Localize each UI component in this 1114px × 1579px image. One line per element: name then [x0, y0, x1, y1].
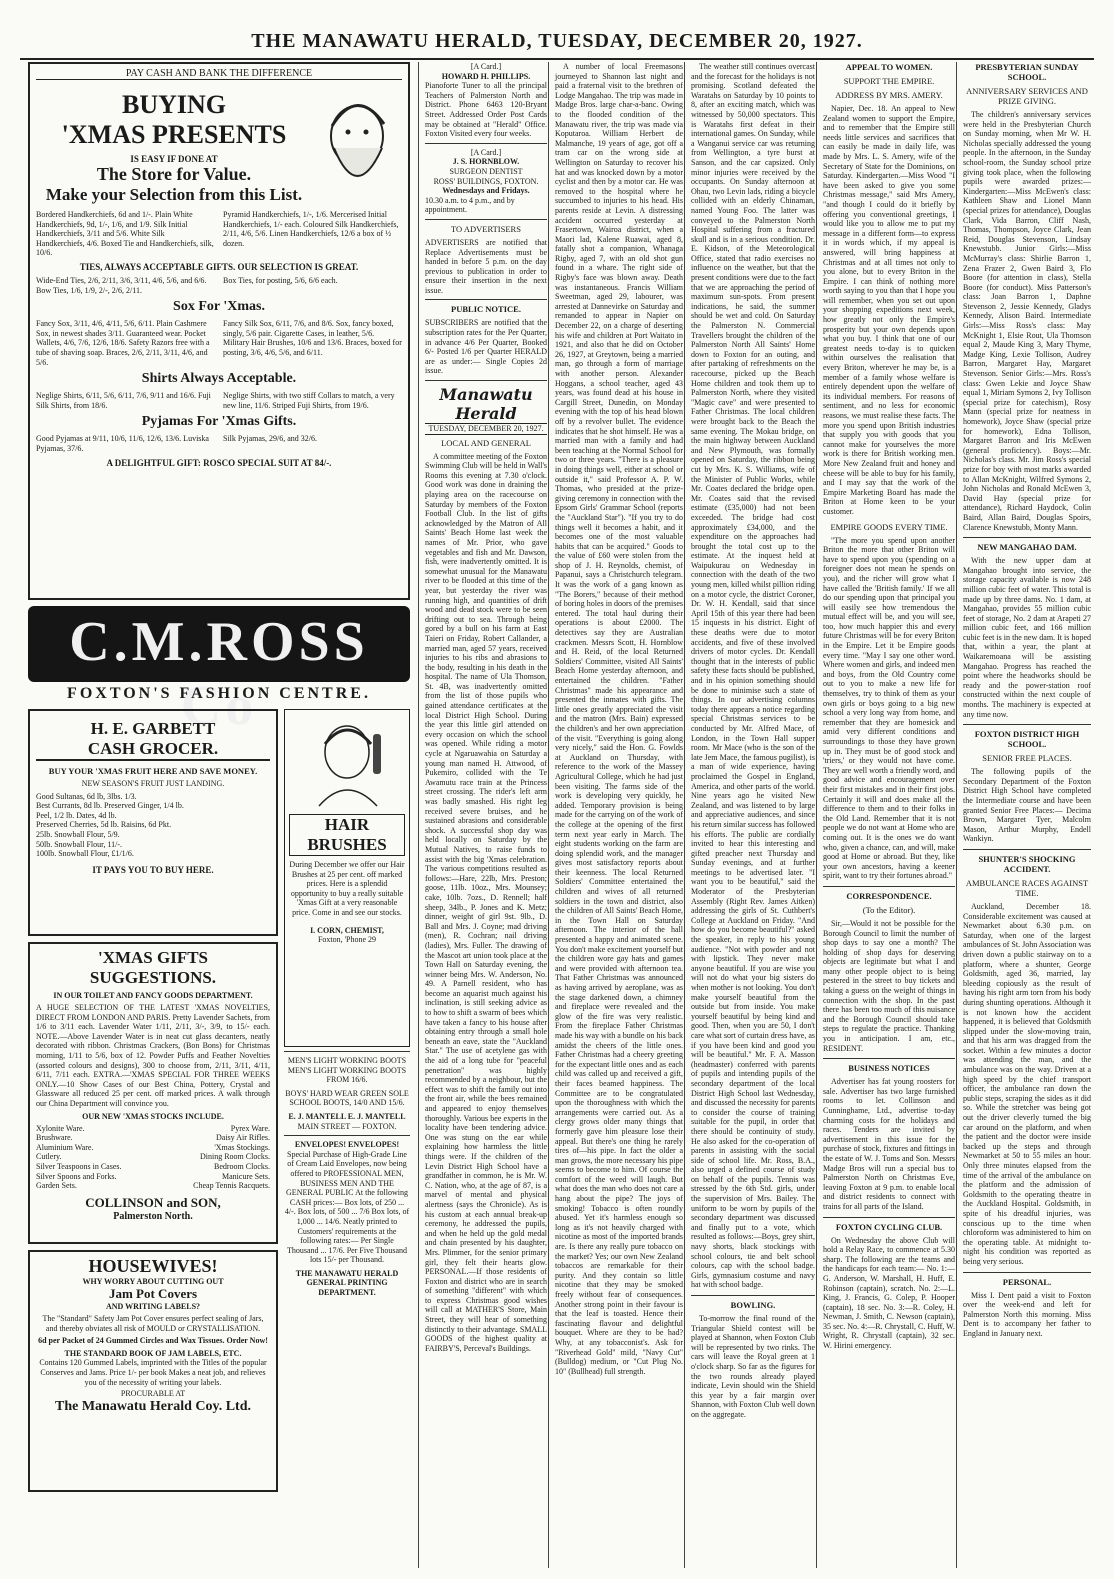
garbett-title: H. E. GARBETT — [90, 719, 216, 738]
school-subheading: SENIOR FREE PLACES. — [982, 753, 1072, 764]
xmas-stocks-heading: OUR NEW 'XMAS STOCKS INCLUDE. — [82, 1111, 224, 1121]
garbett-line-1: BUY YOUR 'XMAS FRUIT HERE AND SAVE MONEY. — [48, 766, 258, 776]
garbett-footer: IT PAYS YOU TO BUY HERE. — [92, 864, 214, 875]
garbett-price-item: Preserved Cherries, 5d lb. Raisins, 6d Pkt. — [36, 820, 172, 830]
card-2-sub: SURGEON DENTIST — [449, 166, 523, 176]
garbett-price-list — [36, 792, 270, 859]
correspondence-sub: (To the Editor). — [862, 904, 916, 915]
public-notice-text: SUBSCRIBERS are notified that the subscription rates for the Per Quarter, in advance 4/6 Per Quarter, Booked 6/- Posted 1/6 per Quarter HERALD are as under:— Single Copies 2d issue. — [425, 318, 547, 376]
column-3-text: A number of local Freemasons journeyed to Shannon last night and paid a fraternal visit to the brethren of Lodge Mangahao. The trip was made in Madge Bros. large char-a-banc. Owing to the flooded condition of the Manawatu river, the trip was made via Koputaroa. William Herbert de Malmanche, 19 years of age, got off a tram car on the wrong side at Wellington on Saturday to recover his hat and was knocked down by a motor cyclist and then by a motor car. He was removed to the hospital where he succumbed to injuries to his head. His parents reside at Levin. A distressing accident occurred yesterday at Frasertown, Wairoa district, when a Maori lad, Kalene Ruawai, aged 8, fatally shot a companion, Whanaga Rigby, aged 7, with an old shot gun found in a whare. The right side of Rigby's face was blown away. Death was instantaneous. Francis William Sweetman, aged 29, labourer, was arrested at Dannevirke on Saturday and remanded to appear in Napier on December 22, on a charge of deserting his wife and children at Port Waitato in 1921, and also that he did on October 26, 1927, at Greytown, being a married man, go through a form of marriage with another person. Alexander Hoggans, a school teacher, aged 43 years, was found dead at his house in Cargill Street, Dunedin, on Monday evening with the top of his head blown off by a revolver bullet. The evidence indicates that he shot himself. He was a married man with a family and had been teaching at the Normal School for two or three years. "There is a pleasure in doing things well, either at school or outside it," said Professor A. P. W. Thomas, who presided at the prize-giving ceremony in connection with the Epsom Girls' Grammar School (reports the "Auckland Star"). "If you try to do things well it becomes a habit, and it becomes one of the most valuable habits that can be acquired." Goods to the value of £60 were stolen from the shop of J. H. Reynolds, chemist, of Papanui, says a Christchurch telegram. It was the work of a gang known as "The Borers," because of their method of boring holes in doors of the premises entered. The total haul during their operations is about £2000. The detectives say they are Australian crackmen. Messrs Scott, H. Hornblow and H. Reid, of the local Returned Soldiers' Committee, visited All Saints' Beach Home yesterday afternoon, and entertained the children. "Father Christmas" made his appearance and presented the inmates with gifts. The little ones greatly appreciated the visit and the matron (Mrs. Bain) expressed the children's and her own appreciation of the visit. "Everything is going along very nicely," said the Hon. G. Fowlds at Auckland on Thursday, with reference to the work of the Massey Agricultural College, which he had just been visiting. The farms side of the work is developing very quickly, he added. Temporary provision is being made for the carrying on of the work of the college at the opening of the first term next year early in March. The eight students working on the farm are doing splendid work, and the manager gives most satisfactory reports about their keenness. The local Returned Soldiers' Committee entertained the children and wives of all returned soldiers in the town and district, also the children of All Saints' Beach Home, in the Town Hall on Saturday afternoon. The interior of the hall presented a happy and animated scene. You don't make excitement yourself but the children wore gay hats and games and were provided with afternoon tea. That Father Christmas was announced as having arrived by aeroplane, was as the stage darkened down, a chimney and fireplace were revealed and the glow of the fire was very realistic. From the fireplace Father Christmas made his way with a bundle on his back amidst the cheers of the little ones. Father Christmas had a cheery greeting for the expectant little ones and as each child was called up and received a gift, their faces beamed happiness. The Committee are to be congratulated upon the thoroughness with which the arrangements were carried out. As a clergy grows older many things that formerly gave him pleasure lose their appeal. But there's one thing he rarely tires of—his pipe. In fact the older a man grows, the more necessary his pipe seems to become to him. Of course the comfort of the weed will laugh. But what does the man who does not care a hang about the pipe? The joys of smoking! Tobacco is often roundly abused. Yet it's harmless enough so long as it's not heavily charged with nicotine as most of the imported brands are. Is there any really pure tobacco on the market? Yes; our own New Zealand tobaccos are remarkable for their purity. And they contain so little nicotine that they may be smoked freely without fear of consequences. Another strong point in their favour is that the leaf is toasted. Hence their fascinating flavour and delightful bouquet. Where are they to be had? Why, at any tobacconist's. Ask for "Riverhead Gold" mild, "Navy Cut" (Bulldog) medium, or "Cut Plug No. 10" (Bullhead) full strength. — [555, 62, 683, 1376]
advertisers-heading: TO ADVERTISERS — [451, 223, 521, 234]
masthead: THE MANAWATU HERALD, TUESDAY, DECEMBER 20, 1927. — [251, 30, 863, 52]
garbett-subtitle: CASH GROCER. — [36, 739, 270, 761]
column-6 — [956, 62, 1091, 1568]
envelopes-text: Special Purchase of High-Grade Line of Cream Laid Envelopes, now being offered to PROFESSIONAL MEN, BUSINESS MEN AND THE GENERAL PUBLIC At the following CASH prices:— Box lots, of 250 ... 4/-. Box lots, of 500 ... 7/6 Box lots, of 1,000 ... 14/6. Neatly printed to Customers' requirements at the following rates:— Per Single Thousand ... 17/6. Per Five Thousand lots 15/- per Thousand. — [284, 1149, 410, 1265]
school-text: The following pupils of the Secondary Department of the Foxton District High School have completed the Intermediate course and have been granted Senior Free Places:— Decima Brown, Margaret Tyer, Malcolm Mason, Arthur Murphy, Endell Wankiyn. — [963, 767, 1091, 844]
local-general-text: A committee meeting of the Foxton Swimming Club will be held in Wall's Rooms this evening at 7.30 o'clock. Good work was done in draining the playing area on the racecourse on Saturday by members of the Foxton Football Club. In the list of gifts acknowledged by the Matron of All Saints' Beach Home last week the names of Mr. Prior, who gave vegetables and fish and Mr. Dawson, fish, were inadvertently omitted. It is somewhat unusual for the Manawatu river to be flooded at this time of the year, but yesterday the river was running high, and quantities of drift wood and dead stock were to be seen drifting out to sea. Through being gored by a bull on his farm at East Taieri on Friday, Robert Callander, a married man, aged 57 years, received injuries to his ribs and abrasions to the body, resulting in his death in the hospital. The name of Ula Thomson, St. 4B, was inadvertently omitted from the list of those pupils who gained attendance certificates at the local District High School. During the year this little girl attended on every occasion on which the school was opened. While riding a motor cycle at Ngaruawahia on Saturday a young man named H. Attwood, of Pukemiro, collided with the Te Awamutu race train at the Princess street crossing. The rider's left arm was badly smashed. His right leg received severe bruises, and he sustained abrasions and considerable shock. A successful shop day was held locally on Saturday by the Mutual Natives, to raise funds to assist with the big 'Xmas celebration. The various competitions resulted as follows:—Hare, 22lb, Mrs. Preston; goose, 11lb. 10oz., Mrs. Mounsey; cake, 10lb. 7ozs., D. Rennell; half sheep, 34lb., P. Jones and K. Metz; dinner, weight of girl 9st. 9lb., D. Ball and Mrs. J. Coyne; mad driving (men), R. Cochran; nail driving (ladies), Mrs. Fuller. The drawing of the Mascot art union took place at the Town Hall on Saturday evening, the winner being Mrs. W. Anderson, No. 49. A Parnell resident, who has become an aquarist much against his inclination, is still seeking advice as to how to shift a swarm of bees which have taken a fancy to his house after obtaining entry through a small hole beneath an eave, state the "Auckland Star." The use of acetylene gas with the aid of a long tube for "peaceful penetration" was highly recommended by a neighbour, but the effect was to shift the family out into the front air, while the bees remained and appeared to enjoy themselves thoroughly. Various bee experts in the locality have been tendering advice. One was stung on the ear while explaining how harmless the little things were. If the children of the Levin District High School have a grandfather in common, he is Mr. W. C. Nation, who, at the age of 87, is a marvel of mental and physical alertness (says the Chronicle). As is his custom at each annual break-up ceremony, he addressed the pupils, and when he held up the gold medal and chain presented by his daughter, Mrs. Plimmer, for the senior primary girl, they felt their hearts glow. PERSONAL.—If those residents of Foxton and district who are in search of something "different" with which to express Christmas good wishes will call at MATHER'S Store, Main Street, they will hear of something distinctly to their advantage. SMALL GOODS of the highest quality at FAIRBY'S, Perceval's Buildings. — [425, 451, 547, 1353]
xmas-stock-item: Garden Sets. — [36, 1181, 77, 1191]
sox-list-left: Fancy Sox, 3/11, 4/6, 4/11, 5/6, 6/11. Plain Cashmere Sox, in newest shades 3/11. Guaranteed wear. Pocket Wallets, 4/6, 7/6, 12/6, 18/6. Safety Razors free with a tube of shaving soap. Braces, 2/6, 2/11, 3/11, 4/6, and 5/6. — [36, 319, 210, 367]
appeal-heading: APPEAL TO WOMEN. — [845, 62, 933, 72]
ross-logo: C.M.ROSS Co — [28, 606, 410, 682]
hair-brushes-ad — [284, 709, 410, 1047]
column-5 — [816, 62, 955, 1568]
presbyterian-text: The children's anniversary services were held in the Presbyterian Church on Sunday morning, when Mr W. H. Nicholas specially addressed the young people. In the afternoon, in the Sunday school-room, the Sunday school prize giving took place, when the following pupils were awarded prizes:— Kindergarten:—Miss McEwen's class: Kathleen Shaw and Lionel Mann (special prizes for attendance), Douglas Clark, Vida Barron, Cliff Nash, Thomas, Thompson, Joyce Clark, Jean Reid, Douglas Stevenson, Lindsay Knewstubb. Junior Girls:—Miss McMurray's class: Shirlie Barron 1, Zena Frazer 2, Gwen Baird 3, Flo Boore (for attention in class), Stella Boore (for conduct). Miss Patterson's class: Joan Barron 1, Daphne Stevenson 2, Jessie Kennedy, Gladys Kennedy, Alison Baird. Intermediate Girls:—Miss Ross's class: May McKnight 1, Elsie Rout, Ula Thomson equal 2, Maude King 3, Mary Thyme, Madge King, Lexie Tollison, Audrey Barron, Margaret Hay, Margaret Stevenson. Senior Girls:—Mrs. Ross's class: Gwen Lekie and Joyce Shaw equal 1, Miriam Symons 2, Ivy Tollison (special prize for catechism), Rosy Mann (special prize for neatness in homework), Joyce Shaw (special prize for homework), Edna Tollison, Margaret Barron and Iris McEwen (general proficiency). Boys:—Mr. Nicholas's class. Mr. Jim Ross's special prize for boy with most marks awarded to Allan McKnight, Wilfred Symons 2, John Nicholas and Ronald McEwen 3, David Hay (special prize for attendance), Richard Haydock, Colin Baird, Allan Baird, Douglas Spoirs, Clarence Knewstubb, Monty Mann. — [963, 110, 1091, 532]
appeal-subheading-2: ADDRESS BY MRS. AMERY. — [835, 90, 943, 100]
xmas-stock-list-left — [36, 1124, 122, 1191]
garbett-price-item: 50lb. Snowball Flour, 11/-. — [36, 839, 123, 849]
hair-text: During December we offer our Hair Brushes at 25 per cent. off marked prices. Here is a splendid opportunity to buy a really suitable 'Xmas Gift at a very reasonable price. Come in and see our stocks. — [289, 860, 405, 917]
hair-footer: Foxton, 'Phone 29 — [317, 935, 377, 945]
ad-title-1: BUYING — [121, 90, 226, 119]
empire-heading: EMPIRE GOODS EVERY TIME. — [830, 521, 948, 532]
gift-line: A DELIGHTFUL GIFT: ROSCO SPECIAL SUIT AT 84/-. — [106, 457, 332, 468]
ad-sub-3: Make your Selection from this List. — [45, 185, 303, 204]
ross-subtitle: FOXTON'S FASHION CENTRE. — [67, 685, 371, 702]
ad-sub-1: IS EASY IF DONE AT — [130, 154, 218, 164]
housewives-price: 6d per Packet of 24 Gummed Circles and Wax Tissues. Order Now! — [38, 1336, 268, 1346]
mantell-address: MAIN STREET — FOXTON. — [297, 1121, 397, 1131]
handkerchiefs-list-right: Pyramid Handkerchiefs, 1/-, 1/6. Mercerised Initial Handkerchiefs, 1/- each. Coloured Silk Handkerchiefs, 2/11, 4/6, 5/6. Linen Handkerchiefs, 12/6 a box of ½ dozen. — [223, 210, 399, 248]
correspondence-heading: CORRESPONDENCE. — [846, 890, 932, 901]
xmas-dept-heading: IN OUR TOILET AND FANCY GOODS DEPARTMENT. — [53, 991, 253, 1000]
xmas-stock-item: Brushware. — [36, 1133, 73, 1143]
sox-heading: Sox For 'Xmas. — [173, 299, 265, 315]
bowling-text: To-morrow the final round of the Triangular Shield contest will be played at Shannon, when Foxton Club will be represented by two rinks. The cars will leave the Royal green at 1 o'clock sharp. So far as the figures for the two rounds already played indicate, Levin should win the Shield this year by a fair margin over Shannon, with Foxton Club well down on the aggregate. — [691, 1314, 815, 1419]
column-1-ads — [28, 62, 410, 1568]
cycling-text: On Wednesday the above Club will hold a Relay Race, to commence at 5.30 sharp. The following are the teams and the handicaps for each team:— No. 1:—G. Anderson, W. Marshall, H. Huff, E. Robinson (captain), scratch. No. 2:—L. King, J. Francis, G. Colep, P. Hooper (captain), 18 sec. No. 3:—R. Coley, H. Newman, J. Smith, C. Newson (captain), 35 sec. No. 4:—R. Chrystall, C. Huff, W. Wright, R. Chrystall (captain), 32 sec. W. Hirini emergency. — [823, 1235, 955, 1351]
garbett-price-item: 25lb. Snowball Flour, 5/9. — [36, 829, 120, 839]
masthead-rule — [20, 58, 1094, 60]
column-4 — [684, 62, 815, 1568]
xmas-stock-item: Silver Teaspoons in Cases. — [36, 1161, 122, 1171]
shunter-subheading: AMBULANCE RACES AGAINST TIME. — [965, 877, 1089, 898]
housewives-labels-text: Contains 120 Gummed Labels, imprinted with the Titles of the popular Conserves and Jams. Price 1/- per book Makes a neat job, and relieves you of the necessity of writing your labels. — [39, 1358, 267, 1387]
column-4-text: The weather still continues overcast and the forecast for the holidays is not promising. Scotland defeated the Waratahs on Saturday by 10 points to 8, after an exciting match, which was witnessed by 50,000 spectators. This is Waratahs first defeat in their international games. On Sunday, while a Wanganui service car was returning from Wellington, a tyre burst at Sanson, and the car capsized. Only minor injuries were received by the occupants. On Sunday afternoon at Ohau, two Levin lads, riding a bicycle collided with an elderly Chinaman, named Young Foo. The latter was conveyed to the Palmerston North Hospital suffering from a fractured skull and is in a serious condition. Dr. E. Kidson, of the Meteorological Office, stated that radio exercises no influence on the weather, but that the present conditions were due to the fact that we are approaching the period of maximum sun-spots. From present indications, he said, the summer should be wet and cold. On Saturday the Palmerston N. Commercial Travellers brought the children of the Palmerston North All Saints' Home down to Foxton for an outing, and after partaking of refreshments on the racecourse, picked up the Beach Home children and took them up to Palmerston North, where they visited "Magic cave" and were presented to Father Christmas. The local children were brought back to the Beach the same evening. The Mokau bridge, on the main highway between Auckland and New Plymouth, was formally opened on Saturday, the ribbon being cut by Mrs. K. S. Williams, wife of the Minister of Public Works, while Mr. Coates declared the bridge open. Mr. Coates said that the revised estimate (£35,000) had not been exceeded. The bridge had cost approximately £34,000, and the expenditure on the approaches had brought the total cost up to the estimate. At the inquest held at Waipukurau on Wednesday in connection with the death of the two young men, killed whilst pillion riding on a motor cycle, the district Coroner, Dr. W. H. Kendall, said that since April 15th of this year there had been 15 inquests in his district. Eight of these deaths were due to motor accidents, and five of these involved drivers of motor cycles. Dr. Kendall thought that in the interests of public safety these facts should be published, and in his opinion something should be done to minimise such a state of things. In our advertising columns today there appears a notice regarding special Christmas services to be conducted by Mr. Alfred Mace, of London, in the Town Hall supper room. Mr Mace (who is the son of the late Jem Mace, the famous pugilist), is a man of wide experience, having proclaimed the Gospel in England, America, and other parts of the world. Nine years ago he visited New Zealand, and was listened to by large and appreciative audiences, and since his return similar success has followed his efforts. The public are cordially invited to hear this interesting and gifted preacher next Thursday and Sunday evenings, and at further meetings to be advertised later. "I want you to be beautiful," said the Moderator of the Presbyterian Assembly (Right Rev. James Aitken) addressing the girls of St. Cuthbert's College at Auckland on Friday. "And how do you become beautiful?" asked the speaker, in reply to his young audience. "Not with powder and not with lipstick. They never make anyone beautiful. If you are wise you will not do what your big sisters do when mother is not looking. You don't make yourself beautiful from the outside but from inside. You make yourself beautiful by being kind and good. Then, when you are 50, I don't care what sort of curtain dress have, as if you have been kind and good you will be beautiful." Mr. F. A. Masson (headmaster) conferred with parents of pupils and intending pupils of the secondary department of the local District High School last Wednesday, and discussed the necessity for parents to consider the course of training suitable for the pupil, in order that there should be continuity of study. He also asked for the co-operation of parents in assisting with the social side of school life. Mr. Ross, B.A., also urged a defined course of study on behalf of the pupils. Tennis was stressed by the 6th Std. girls, under the supervision of Mrs. Bailey. The uniform to be worn by pupils of the secondary department was discussed and finally put to a vote, which resulted as follows:—Boys, grey shirt, navy shorts, black stockings with school colours, tie and belt school colours, cap with the school badge. Girls, gymnasium costume and navy hat with school badge. — [691, 62, 815, 1290]
public-notice-heading: PUBLIC NOTICE. — [451, 304, 521, 315]
school-heading: FOXTON DISTRICT HIGH SCHOOL. — [974, 729, 1080, 750]
handkerchiefs-list-left: Bordered Handkerchiefs, 6d and 1/-. Plain White Handkerchiefs, 9d, 1/-, 1/6, and 1/9. Silk Initial Handkerchiefs, 3/11 and 5/6. White Silk Handkerchiefs, 4/6. Boxed Tie and Handkerchiefs, silk, 10/6. — [36, 210, 214, 258]
ties-list-left: Wide-End Ties, 2/6, 2/11, 3/6, 3/11, 4/6, 5/6, and 6/6. Bow Ties, 1/6, 1/9, 2/-, 2/6, 2/11. — [36, 275, 207, 295]
ad-title-2: 'XMAS PRESENTS — [61, 120, 287, 149]
local-general-heading: LOCAL AND GENERAL — [441, 437, 531, 448]
card-2-label: [A Card.] — [470, 147, 502, 157]
xmas-stock-item: 'Xmas Stockings. — [214, 1142, 270, 1152]
collinson-name: COLLINSON and SON, — [85, 1194, 221, 1210]
personal-heading: PERSONAL. — [1002, 1276, 1052, 1287]
rosco-ad — [28, 62, 410, 600]
hair-firm: I. CORN, CHEMIST, — [310, 925, 384, 935]
bowling-heading: BOWLING. — [730, 1300, 776, 1310]
card-2-address: ROSS' BUILDINGS, FOXTON. — [433, 176, 539, 186]
xmas-stock-item: Cutlery. — [36, 1152, 62, 1162]
garbett-line-2: NEW SEASON'S FRUIT JUST LANDING. — [81, 779, 225, 788]
appeal-text: Napier, Dec. 18. An appeal to New Zealand women to support the Empire, and to remember that the Empire still needs little services and sacrifices that can easily be made in daily life, was made by Mrs. L. S. Amery, wife of the Secretary of State for the Dominions, on Saturday. Kindergarten.—Miss Wood "I have been asked to give you some Christmas message," said Mrs Amery, "and though I could do it briefly by offering you conventional greetings, I would like you to allow me to put my message in a different form—to express it in words which, if my appeal is answered, will bring happiness at Christmas and at all times not only to you alone, but to every Briton in the Empire. I can think of nothing more worth saying to you than that I hope you will remember, when you set out upon your shopping expeditions next week, how greatly not only the Empire's prosperity but your own depends upon what you buy. I think that one of our greatest needs to-day is to quicken within ourselves the realisation that every Briton, wherever he may be, is a member of a family whose welfare is entirely dependent upon the welfare of its individual members. For reasons of sentiment, and no less for economic reasons, we must realise these facts. The more you spend upon British industries that supply you with goods that you cannot make for yourselves the more work is there for British working men. More New Zealand fruit and honey and cheese will be able to buy for his family, and I may say that the work of the Empire Marketing Board has made the Briton at Home keen to be your customer. — [823, 104, 955, 516]
card-2-name: J. S. HORNBLOW. — [452, 157, 520, 167]
shirts-list-left: Neglige Shirts, 6/11, 5/6, 6/11, 7/6, 9/11 and 16/6. Fuji Silk Shirts, from 18/6. — [36, 391, 211, 410]
card-2-text: 10.30 a.m. to 4 p.m., and by appointment. — [425, 195, 515, 215]
xmas-stock-item: Cheap Tennis Racquets. — [193, 1181, 270, 1191]
presbyterian-heading: PRESBYTERIAN SUNDAY SCHOOL. — [975, 62, 1079, 82]
presbyterian-subheading: ANNIVERSARY SERVICES AND PRIZE GIVING. — [966, 86, 1088, 106]
business-notices-text: Advertiser has fat young roosters for sale. Advertiser has two large furnished rooms to let. Collinson and Cunninghame, Ltd., advertise to-day charming costs for the holidays and races. Tenders are invited by advertisement in this issue for the purchase of stock, fixtures and fittings in the estate of W. J. Toms and Son. Messrs Madge Bros will run a special bus to Palmerston North on Christmas Eve, leaving Foxton at 9 p.m. to enable local and district residents to connect with trains for all parts of the Island. — [823, 1077, 955, 1211]
business-notices-heading: BUSINESS NOTICES — [848, 1063, 930, 1074]
xmas-stock-item: Pyrex Ware. — [230, 1123, 270, 1133]
housewives-question-3: AND WRITING LABELS? — [105, 1302, 201, 1311]
garbett-price-item: Peel, 1/2 lb. Dates, 4d lb. — [36, 810, 117, 820]
envelopes-heading: ENVELOPES! ENVELOPES! — [294, 1140, 400, 1150]
housewives-ad — [28, 1250, 278, 1492]
garbett-price-item: Best Currants, 8d lb. Preserved Ginger, 1/4 lb. — [36, 801, 184, 811]
envelopes-footer: THE MANAWATU HERALD GENERAL PRINTING DEPARTMENT. — [295, 1268, 399, 1298]
mantell-line-2: BOYS' HARD WEAR GREEN SOLE SCHOOL BOOTS, 14/0 AND 15/6. — [285, 1088, 409, 1108]
xmas-stock-item: Silver Spoons and Forks. — [36, 1171, 117, 1181]
mantell-line-1: MEN'S LIGHT WORKING BOOTS MEN'S LIGHT WORKING BOOTS FROM 16/6. — [287, 1056, 407, 1085]
card-1-text: Pianoforte Tuner to all the principal Teachers of Palmerston North and District. Phone 6463 120-Bryant Street. Addressed Order Post Cards may be obtained at "Herald" Office. Foxton Visited every four weeks. — [425, 81, 547, 139]
xmas-title-1: 'XMAS GIFTS — [97, 948, 209, 967]
pyjamas-list-left: Good Pyjamas at 9/11, 10/6, 11/6, 12/6, 13/6. Luviska Pyjamas, 37/6. — [36, 434, 209, 453]
shunter-heading: SHUNTER'S SHOCKING ACCIDENT. — [978, 853, 1076, 874]
xmas-stock-item: Dining Room Clocks. — [199, 1152, 270, 1162]
xmas-title-2: SUGGESTIONS. — [89, 968, 217, 987]
xmas-text: A HUGE SELECTION OF THE LATEST 'XMAS NOVELTIES, DIRECT FROM LONDON AND PARIS. Pretty Lavender Sachets, from 1/6 to 3/11 each. Lavender Water 1/11, 2/11, 3/-, 3/9, to 15/- each. NOTE.—Above Lavender Water is in neat cut glass decanters, neatly decorated with ribbon. Christmas Crackers, (Bon Bons) for Christmas morning, 1/11 to 5/6, box of 12. Powder Puffs and Feather Novelties (assorted colours and designs), 300 to choose from, 2/11, 3/11, 4/11, 6/11, 7/11 each. EXTRA.—'XMAS SPECIAL FOR THREE WEEKS ONLY.—10 Show Cases of our Best China, Pottery, Crystal and Glassware all reduced 25 per cent. off marked prices. A walk through our China Department will convince you. — [36, 1003, 270, 1108]
garbett-price-item: Good Sultanas, 6d lb, 3lbs. 1/3. — [36, 791, 137, 801]
shunter-text: Auckland, December 18. Considerable excitement was caused at Newmarket about 6.30 p.m. on Saturday, when one of the largest ambulances of St. John Association was driven down a public stairway on to a platform, where a shunter, George Goldsmith, aged 36, married, lay bleeding copiously as the result of having his right arm torn from his body during shunting operations. Although it is not known how the accident happened, it is believed that Goldsmith slipped under the slow-moving train, and that his arm was dragged from the socket. Within a few minutes a doctor was attending the man, and the ambulance was on the way. Driven at a high speed by the chief transport officer, the ambulance ran down the public steps, scraping the sides as it did so. While the stretcher was being got out the driver cleverly turned the big car around on the platform, and when the patient and the doctor were inside backed up the steps and through Newmarket at 50 to 55 miles an hour. Only three minutes elapsed from the time of the arrival of the ambulance on the platform and the admission of Goldsmith to the operating theatre in the Auckland Hospital. Goldsmith, in spite of his dreadful injuries, was conscious up to the time when chloroform was administered to him on the operating table. At midnight to-night his condition was reported as being very serious. — [963, 901, 1091, 1266]
housewives-firm: The Manawatu Herald Coy. Ltd. — [54, 1398, 251, 1414]
pyjamas-list-right: Silk Pyjamas, 29/6, and 32/6. — [223, 434, 317, 444]
ad-top-banner: PAY CASH AND BANK THE DIFFERENCE — [36, 68, 402, 80]
ties-list-right: Box Ties, for posting, 5/6, 6/6 each. — [223, 275, 338, 285]
card-1-name: HOWARD H. PHILLIPS. — [441, 71, 531, 81]
shirts-list-right: Neglige Shirts, with two stiff Collars to match, a very new line, 11/6. Striped Fuji Shirts, from 19/6. — [223, 391, 395, 410]
ad-sub-2: The Store for Value. — [96, 164, 252, 184]
card-2-days: Wednesdays and Fridays. — [442, 186, 530, 196]
housewives-text: The "Standard" Safety Jam Pot Cover ensures perfect sealing of Jars, and thereby obviates all risk of MOULD or CRYSTALLISATION. — [42, 1314, 264, 1333]
column-2 — [418, 62, 547, 1568]
collinson-town: Palmerston North. — [113, 1210, 193, 1222]
lady-illustration — [289, 714, 405, 810]
shirts-heading: Shirts Always Acceptable. — [141, 371, 297, 387]
sox-list-right: Fancy Silk Sox, 6/11, 7/6, and 8/6. Sox, fancy boxed, singly, 5/6 pair. Cigarette Cases, in leather, 5/6. Military Hair Brushes, 10/6 and 13/6. Braces, boxed for posting, 3/6, 4/6, 5/6, and 6/11. — [223, 319, 402, 357]
appeal-subheading: SUPPORT THE EMPIRE. — [843, 76, 935, 86]
personal-text: Miss I. Dent paid a visit to Foxton over the week-end and left for Palmerston North this morning. Miss Dent is to accompany her father to England in January next. — [963, 1290, 1091, 1338]
garbett-ad — [28, 709, 278, 936]
paper-date: TUESDAY, DECEMBER 20, 1927. — [425, 423, 547, 435]
housewives-question-2: Jam Pot Covers — [108, 1286, 198, 1301]
paper-nameplate: Manawatu Herald — [439, 385, 533, 424]
xmas-stock-item: Xylonite Ware. — [36, 1123, 85, 1133]
cycling-heading: FOXTON CYCLING CLUB. — [835, 1221, 943, 1232]
xmas-stock-item: Manicure Sets. — [222, 1171, 270, 1181]
xmas-stock-item: Daisy Air Rifles. — [216, 1133, 270, 1143]
correspondence-text: Sir,—Would it not be possible for the Borough Council to limit the number of shop days to say one a month? The holding of shop days for deserving objects are legitimate but what I and many other people object to is being pestered in the street to buy tickets and taking a guess on the weight of things in connection with the shop. In the past there has been too much of this nuisance and the Borough Council should take steps to regulate the practice. Thanking you in anticipation. I am, etc., RESIDENT. — [823, 918, 955, 1053]
housewives-question-1: WHY WORRY ABOUT CUTTING OUT — [82, 1277, 224, 1286]
garbett-price-item: 100lb. Snowball Flour, £1/1/6. — [36, 849, 134, 859]
dam-heading: NEW MANGAHAO DAM. — [977, 542, 1077, 553]
column-3 — [548, 62, 683, 1568]
xmas-stock-item: Aluminium Ware. — [36, 1142, 94, 1152]
advertisers-text: ADVERTISERS are notified that Replace Advertisements must be handed in before 5 p.m. on the day previous to publication in order to ensure their insertion in the next issue. — [425, 237, 547, 295]
xmas-gifts-ad — [28, 942, 278, 1244]
housewives-labels-heading: THE STANDARD BOOK OF JAM LABELS, ETC. — [64, 1348, 242, 1358]
housewives-title: HOUSEWIVES! — [88, 1256, 218, 1276]
empire-text: "The more you spend upon another Briton the more that other Briton will have to spend upon you (spending on a foreigner does not mean he spends on you), and the richer will grow what I have called the 'British family.' If we all do our spending upon that principal you will easily see how tremendous the mutual effect will be, and you will see, too, how much happier this and every future Christmas will be for every Briton in the Empire. Let it be Empire goods every time. "May I say one other word. Where women and girls, and indeed men and boys, from the Old Country come out to you to make a new life for themselves, try to think of them as your own girls or boys going to a big new school a very long way from home, and remember that they are homesick and amid very different conditions and surroundings to those they have grown up in. They must be of good stock and 'triers,' or they would not have come. They are well worth a friendly word, and good advice and encouragement over their first mistakes and in their first jobs. Certainly it will and does make all the difference to them and to their folks in the Old Land. Remember that it is not people we do not want at Home who are coming out. It is the ones we do want who, given a chance, can, and will, make good at Home or abroad. But they, like your own ancestors, having a keener spirit, want to try their fortunes abroad." — [823, 535, 955, 881]
santa-illustration — [312, 86, 402, 206]
pyjamas-heading: Pyjamas For 'Xmas Gifts. — [141, 414, 297, 430]
card-1-label: [A Card.] — [470, 62, 502, 71]
hair-title: HAIR BRUSHES — [289, 814, 405, 856]
housewives-procurable: PROCURABLE AT — [120, 1389, 186, 1399]
mantell-name: E. J. MANTELL E. J. MANTELL — [288, 1111, 406, 1121]
dam-text: With the new upper dam at Mangahao brought into service, the storage capacity available is now 248 million cubic feet of water. This total is made up by three dams. No. 1 dam, at Mangahao, provides 55 million cubic feet of storage, No. 2 dam at Arapeti 27 million cubic feet, and 166 million cubic feet is in the new dam. It is hoped that, within a year, the plant at Waikaremoana will be assisting Mangahao. Progress has reached the point where the headworks should be ready and the power-station roof constructed within the next couple of months. The machinery is expected at any time now. — [963, 556, 1091, 719]
xmas-stock-item: Bedroom Clocks. — [214, 1161, 270, 1171]
ties-heading: TIES, ALWAYS ACCEPTABLE GIFTS. OUR SELECTION IS GREAT. — [79, 261, 359, 272]
xmas-stock-list-right — [193, 1124, 270, 1191]
